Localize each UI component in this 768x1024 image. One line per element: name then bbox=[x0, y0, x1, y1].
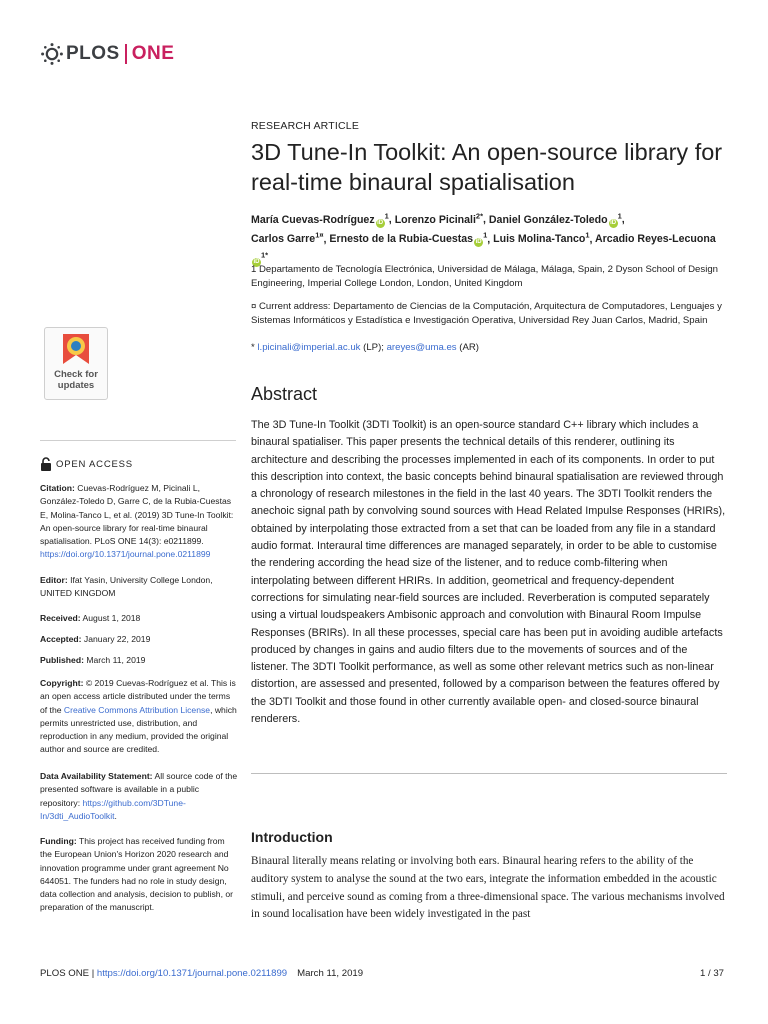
author[interactable]: Carlos Garre$^{1¤}$ bbox=[251, 230, 324, 246]
doi-link[interactable]: https://doi.org/10.1371/journal.pone.0211899 bbox=[40, 549, 211, 560]
funding: Funding: This project has received funding from the European Union's Horizon 2020 research and innovation programme under grant agreement No 644051. The funders had no role in study design, data collection and analysis, decision to publish, or preparation of the manuscript. bbox=[40, 836, 233, 913]
orcid-icon[interactable]: iD bbox=[475, 239, 482, 246]
repository-link[interactable]: https://github.com/3DTune-In/3dti_AudioToolkit bbox=[40, 797, 186, 821]
orcid-icon[interactable]: iD bbox=[253, 258, 260, 265]
logo-one-text: ONE bbox=[131, 43, 175, 64]
abstract-divider bbox=[251, 773, 727, 774]
author[interactable]: Lorenzo Picinali$^{2*}$ bbox=[394, 211, 484, 226]
copyright: Copyright: © 2019 Cuevas-Rodríguez et al. This is an open access article distributed under the terms of the Creative Commons Attribution License, which permits unrestricted use, distribution, and reproduction in any medium, provided the original author and source are credited. bbox=[40, 678, 237, 755]
author[interactable]: Ernesto de la Rubia-Cuestas $iD^1$ bbox=[329, 230, 488, 246]
editor: Editor: Ifat Yasin, University College London, UNITED KINGDOM bbox=[40, 575, 213, 599]
footer-doi-link[interactable]: https://doi.org/10.1371/journal.pone.0211899 bbox=[96, 968, 288, 979]
author-list: María Cuevas-Rodríguez $iD^1$, Lorenzo Picinali$^{2*}$, Daniel González-Toledo $iD^1$, Carlos Garre$^{1¤}$, Ernesto de la Rubia-Cuestas $iD^1$, Luis Molina-Tanco$^1$, Arcadio Reyes-LecuonaiD$^{1*}$ bbox=[251, 211, 716, 265]
accepted-date: Accepted: January 22, 2019 bbox=[40, 634, 151, 644]
received-date: Received: August 1, 2018 bbox=[40, 613, 141, 623]
page-number: 1 / 37 bbox=[699, 968, 724, 979]
affiliations: 1 Departamento de Tecnología Electrónica, Universidad de Málaga, Málaga, Spain, 2 Dyson School of Design Engineering, Imperial College London, London, United Kingdom bbox=[251, 264, 718, 289]
open-access-label: OPEN ACCESS bbox=[40, 457, 133, 471]
orcid-icon[interactable]: iD bbox=[377, 219, 384, 226]
abstract-heading: Abstract bbox=[251, 384, 318, 404]
citation: Citation: Cuevas-Rodríguez M, Picinali L, González-Toledo D, Garre C, de la Rubia-Cuestas E, Molina-Tanco L, et al. (2019) 3D Tune-In Toolkit: An open-source library for real-time binaural spatialisation. PLoS ONE 14(3): e0211899. https://doi.org/10.1371/journal.pone.0211899 bbox=[40, 483, 234, 560]
published-date: Published: March 11, 2019 bbox=[40, 655, 146, 665]
plos-logo-icon bbox=[40, 42, 64, 66]
author[interactable]: Arcadio Reyes-LecuonaiD$^{1*}$ bbox=[253, 233, 716, 265]
logo-plos-text: PLOS bbox=[66, 43, 120, 64]
correspondence: * l.picinali@imperial.ac.uk (LP); areyes@uma.es (AR) bbox=[251, 342, 479, 353]
current-address: ¤ Current address: Departamento de Ciencias de la Computación, Arquitectura de Computadores, Lenguajes y Sistemas Informáticos y Estadística e Investigación Operativa, Universidad Rey Juan Carlos, Madrid, Spain bbox=[251, 301, 722, 326]
logo-divider bbox=[125, 44, 127, 64]
bookmark-ribbon-icon bbox=[45, 328, 107, 372]
email-link[interactable]: l.picinali@imperial.ac.uk bbox=[257, 342, 361, 353]
article-title: 3D Tune-In Toolkit: An open-source library for real-time binaural spatialisation bbox=[251, 139, 723, 195]
author[interactable]: María Cuevas-Rodríguez $iD^1$ bbox=[251, 211, 389, 226]
orcid-icon[interactable]: iD bbox=[610, 219, 617, 226]
sidebar-divider bbox=[40, 440, 236, 441]
author[interactable]: Luis Molina-Tanco$^1$ bbox=[493, 230, 590, 246]
email-link[interactable]: areyes@uma.es bbox=[386, 342, 457, 353]
introduction-text: Binaural literally means relating or involving both ears. Binaural hearing refers to the ability of the auditory system to analyse the sound at the two ears, integrate the information embedded in the acoustic stimuli, and perceive sound as coming from a three-dimensional space. The various mechanisms involved in sound localisation have been widely investigated in the past bbox=[251, 855, 725, 921]
abstract-text: The 3D Tune-In Toolkit (3DTI Toolkit) is an open-source standard C++ library which includes a binaural spatialiser. This paper presents the technical details of this renderer, outlining its architecture and describing the processes implemented in each of its components. In order to put this description into context, the basic concepts behind binaural spatialisation are reviewed through a chronology of research milestones in the field in the last 40 years. The 3DTI Toolkit renders the anechoic signal path by convolving sound sources with Head Related Impulse Responses (HRIRs), obtained by interpolating those extracted from a set that can be loaded from any file in a standard audio format. Interaural time differences are managed separately, in order to be able to customise the rendering according the head size of the listener, and to reduce comb-filtering when interpolating between different HRIRs. In addition, geometrical and frequency-dependent corrections for simulating near-field sources are included. Reverberation is computed separately using a virtual loudspeakers Ambisonic approach and convolution with Binaural Room Impulse Responses (BRIRs). In all these processes, special care has been put in avoiding audible artefacts produced by changes in gains and audio filters due to the movements of sources and of the listener. The 3DTI Toolkit performance, as well as some other relevant metrics such as non-linear distortion, are assessed and presented, followed by a comparison between the features offered by the 3DTI Toolkit and those found in other currently available open- and closed-source binaural renderers. bbox=[251, 419, 726, 726]
page-footer: PLOS ONE | https://doi.org/10.1371/journal.pone.0211899 March 11, 2019 bbox=[40, 968, 364, 979]
open-lock-icon bbox=[40, 457, 52, 471]
license-link[interactable]: Creative Commons Attribution License bbox=[63, 704, 211, 715]
article-type: RESEARCH ARTICLE bbox=[251, 120, 360, 132]
check-for-updates-label: Check for updates bbox=[54, 369, 98, 391]
data-availability: Data Availability Statement: All source code of the presented software is available in a public repository: https://github.com/3DTune-In/3dti_AudioToolkit. bbox=[40, 771, 238, 821]
plos-one-logo[interactable] bbox=[40, 40, 174, 68]
introduction-heading: Introduction bbox=[251, 829, 333, 845]
author[interactable]: Daniel González-Toledo $iD^1$ bbox=[488, 211, 622, 226]
